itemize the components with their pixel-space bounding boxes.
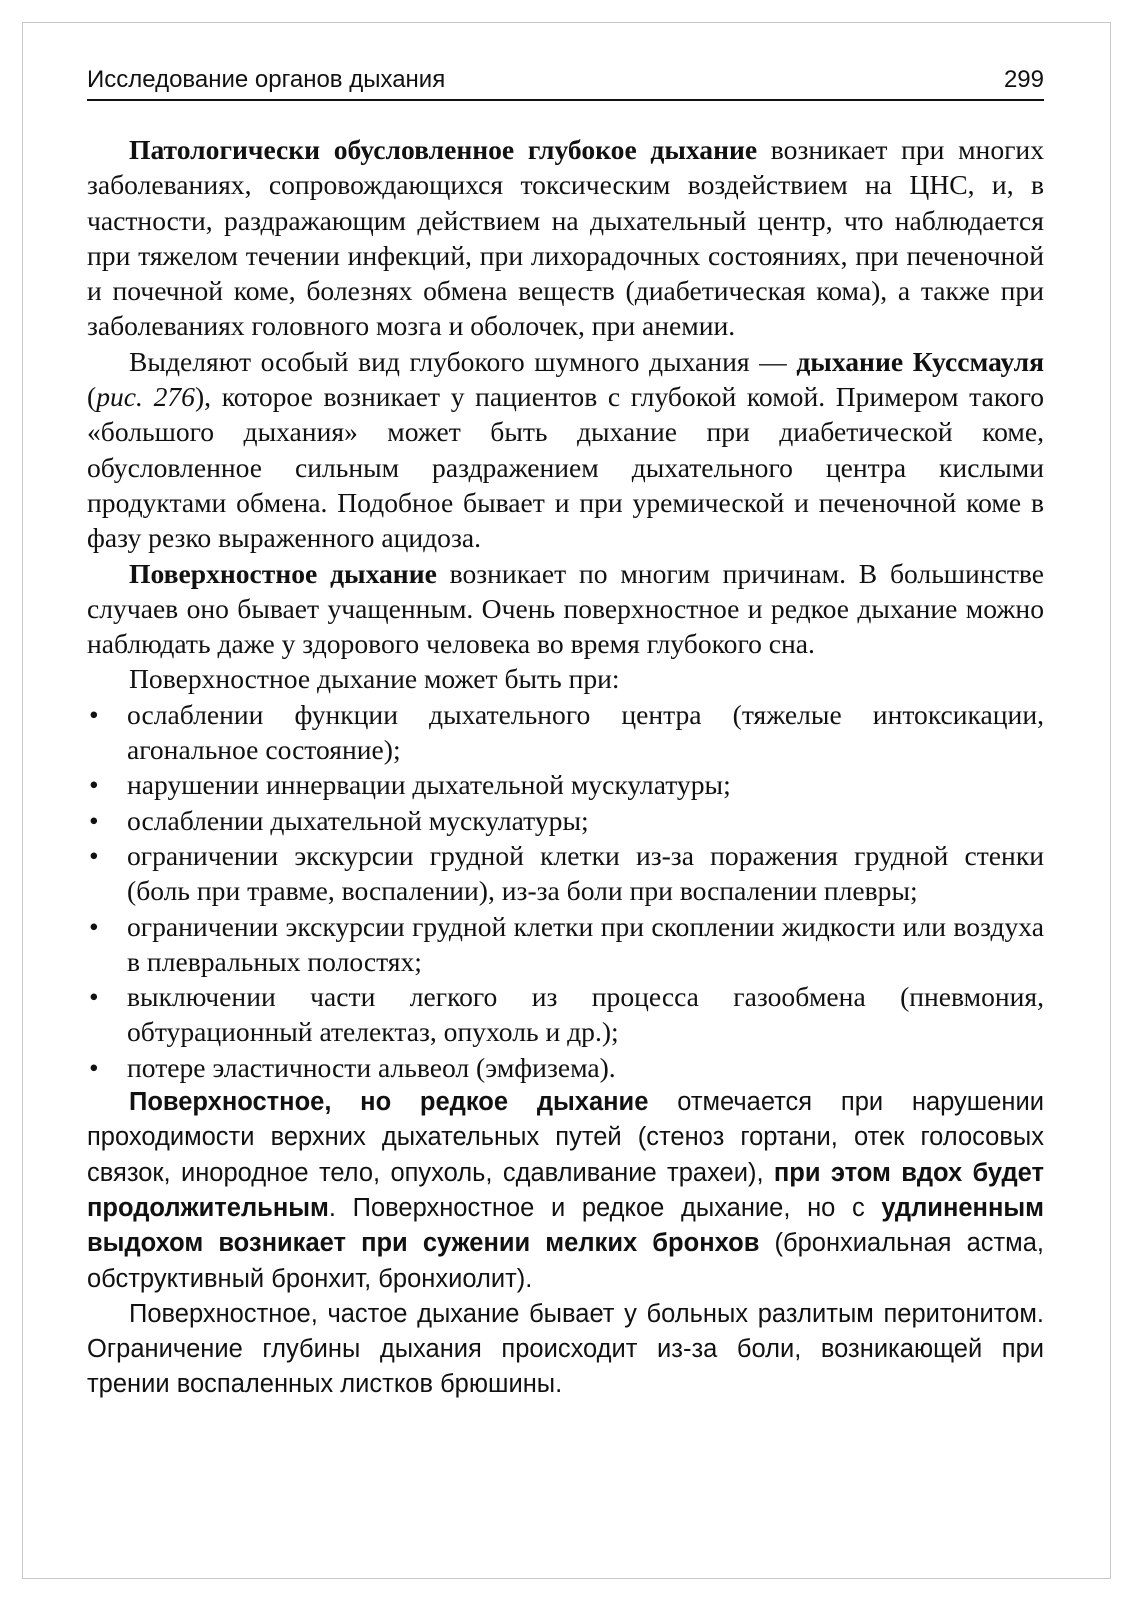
bullet-icon: • xyxy=(89,804,99,836)
emphasis-long-inhale: при этом вдох будет продолжительным xyxy=(87,1158,1044,1222)
bullet-icon: • xyxy=(89,839,99,871)
paragraph-text: возникает при многих заболеваниях, сопровождающихся токсическим воздействием на ЦНС, и, в частности, раздражающим действием на дыхательный центр, что наблюдается при тяжелом течении инфекций, при лихорадочных состояниях, при печеночной и почечной коме, болезнях обмена веществ (диабетическая кома), а также при заболеваниях головного мозга и оболочек, при анемии. xyxy=(87,134,1044,342)
paragraph-list-intro: Поверхностное дыхание может быть при: xyxy=(129,663,620,695)
causes-list xyxy=(87,697,1044,1085)
bullet-icon: • xyxy=(89,981,99,1013)
paragraph-text: ), которое возникает у пациентов с глубокой комой. Примером такого «большого дыхания» может быть дыхание при диабетической коме, обусловленное сильным раздражением дыхательного центра кислыми продуктами обмена. Подобное бывает и при уремической и печеночной коме в фазу резко выраженного ацидоза. xyxy=(87,381,1044,554)
paragraph-text: . Поверхностное и редкое дыхание, но с xyxy=(328,1193,882,1222)
term-shallow-breathing: Поверхностное дыхание xyxy=(129,557,437,589)
paragraph-text: ( xyxy=(87,381,97,413)
book-page xyxy=(87,66,1044,1403)
paragraph-deep-breathing xyxy=(87,132,1044,344)
paragraph-peritonitis: Поверхностное, частое дыхание бывает у больных разлитым перитонитом. Ограничение глубины дыхания происходит из-за боли, возникающей при трении воспаленных листков брюшины. xyxy=(87,1299,1044,1399)
paragraph-text: Выделяют особый вид глубокого шумного дыхания — xyxy=(129,345,797,377)
list-item-text: ослаблении дыхательной мускулатуры; xyxy=(127,804,589,836)
term-shallow-rare: Поверхностное, но редкое дыхание xyxy=(129,1088,649,1117)
bullet-icon: • xyxy=(89,698,99,730)
list-item xyxy=(87,697,1044,768)
bullet-icon: • xyxy=(89,1051,99,1083)
paragraph-shallow-rare xyxy=(87,1085,1044,1297)
list-item-text: выключении части легкого из процесса газообмена (пневмония, обтурационный ателектаз, опухоль и др.); xyxy=(127,981,1044,1048)
bullet-icon: • xyxy=(89,910,99,942)
term-deep-breathing: Патологически обусловленное глубокое дыхание xyxy=(129,134,758,165)
body-text xyxy=(87,132,1044,1403)
page-number: 299 xyxy=(1003,66,1044,93)
paragraph-shallow-breathing xyxy=(87,556,1044,662)
list-item-text: ограничении экскурсии грудной клетки при скоплении жидкости или воздуха в плевральных полостях; xyxy=(127,910,1044,977)
paragraph-text: отмечается при нарушении проходимости верхних дыхательных путей (стеноз гортани, отек голосовых связок, инородное тело, опухоль, сдавливание трахеи), xyxy=(87,1088,1045,1187)
bullet-icon: • xyxy=(89,769,99,801)
paragraph-text: (бронхиальная астма, обструктивный бронхит, бронхиолит). xyxy=(87,1229,1044,1293)
list-item xyxy=(87,909,1044,980)
list-item-text: ослаблении функции дыхательного центра (тяжелые интоксикации, агональное состояние); xyxy=(127,698,1044,766)
chapter-title: Исследование органов дыхания xyxy=(87,66,446,93)
list-item xyxy=(87,767,1044,802)
emphasis-long-exhale: удлиненным выдохом возникает при сужении мелких бронхов xyxy=(87,1193,1044,1258)
paragraph-kussmaul xyxy=(87,344,1044,556)
list-item xyxy=(87,1050,1044,1085)
term-kussmaul: дыхание Куссмауля xyxy=(796,345,1044,377)
list-item-text: потере эластичности альвеол (эмфизема). xyxy=(127,1051,616,1083)
paragraph-text: возникает по многим причинам. В большинстве случаев оно бывает учащенным. Очень поверхностное и редкое дыхание можно наблюдать даже у здорового человека во время глубокого сна. xyxy=(87,557,1044,660)
list-item-text: ограничении экскурсии грудной клетки из-за поражения грудной стенки (боль при травме, воспалении), из-за боли при воспалении плевры; xyxy=(127,839,1044,907)
list-item xyxy=(87,838,1044,909)
running-head xyxy=(87,66,1044,101)
list-item xyxy=(87,979,1044,1050)
figure-reference: рис. 276 xyxy=(96,381,195,413)
list-item xyxy=(87,803,1044,838)
list-item-text: нарушении иннервации дыхательной мускулатуры; xyxy=(127,769,731,801)
